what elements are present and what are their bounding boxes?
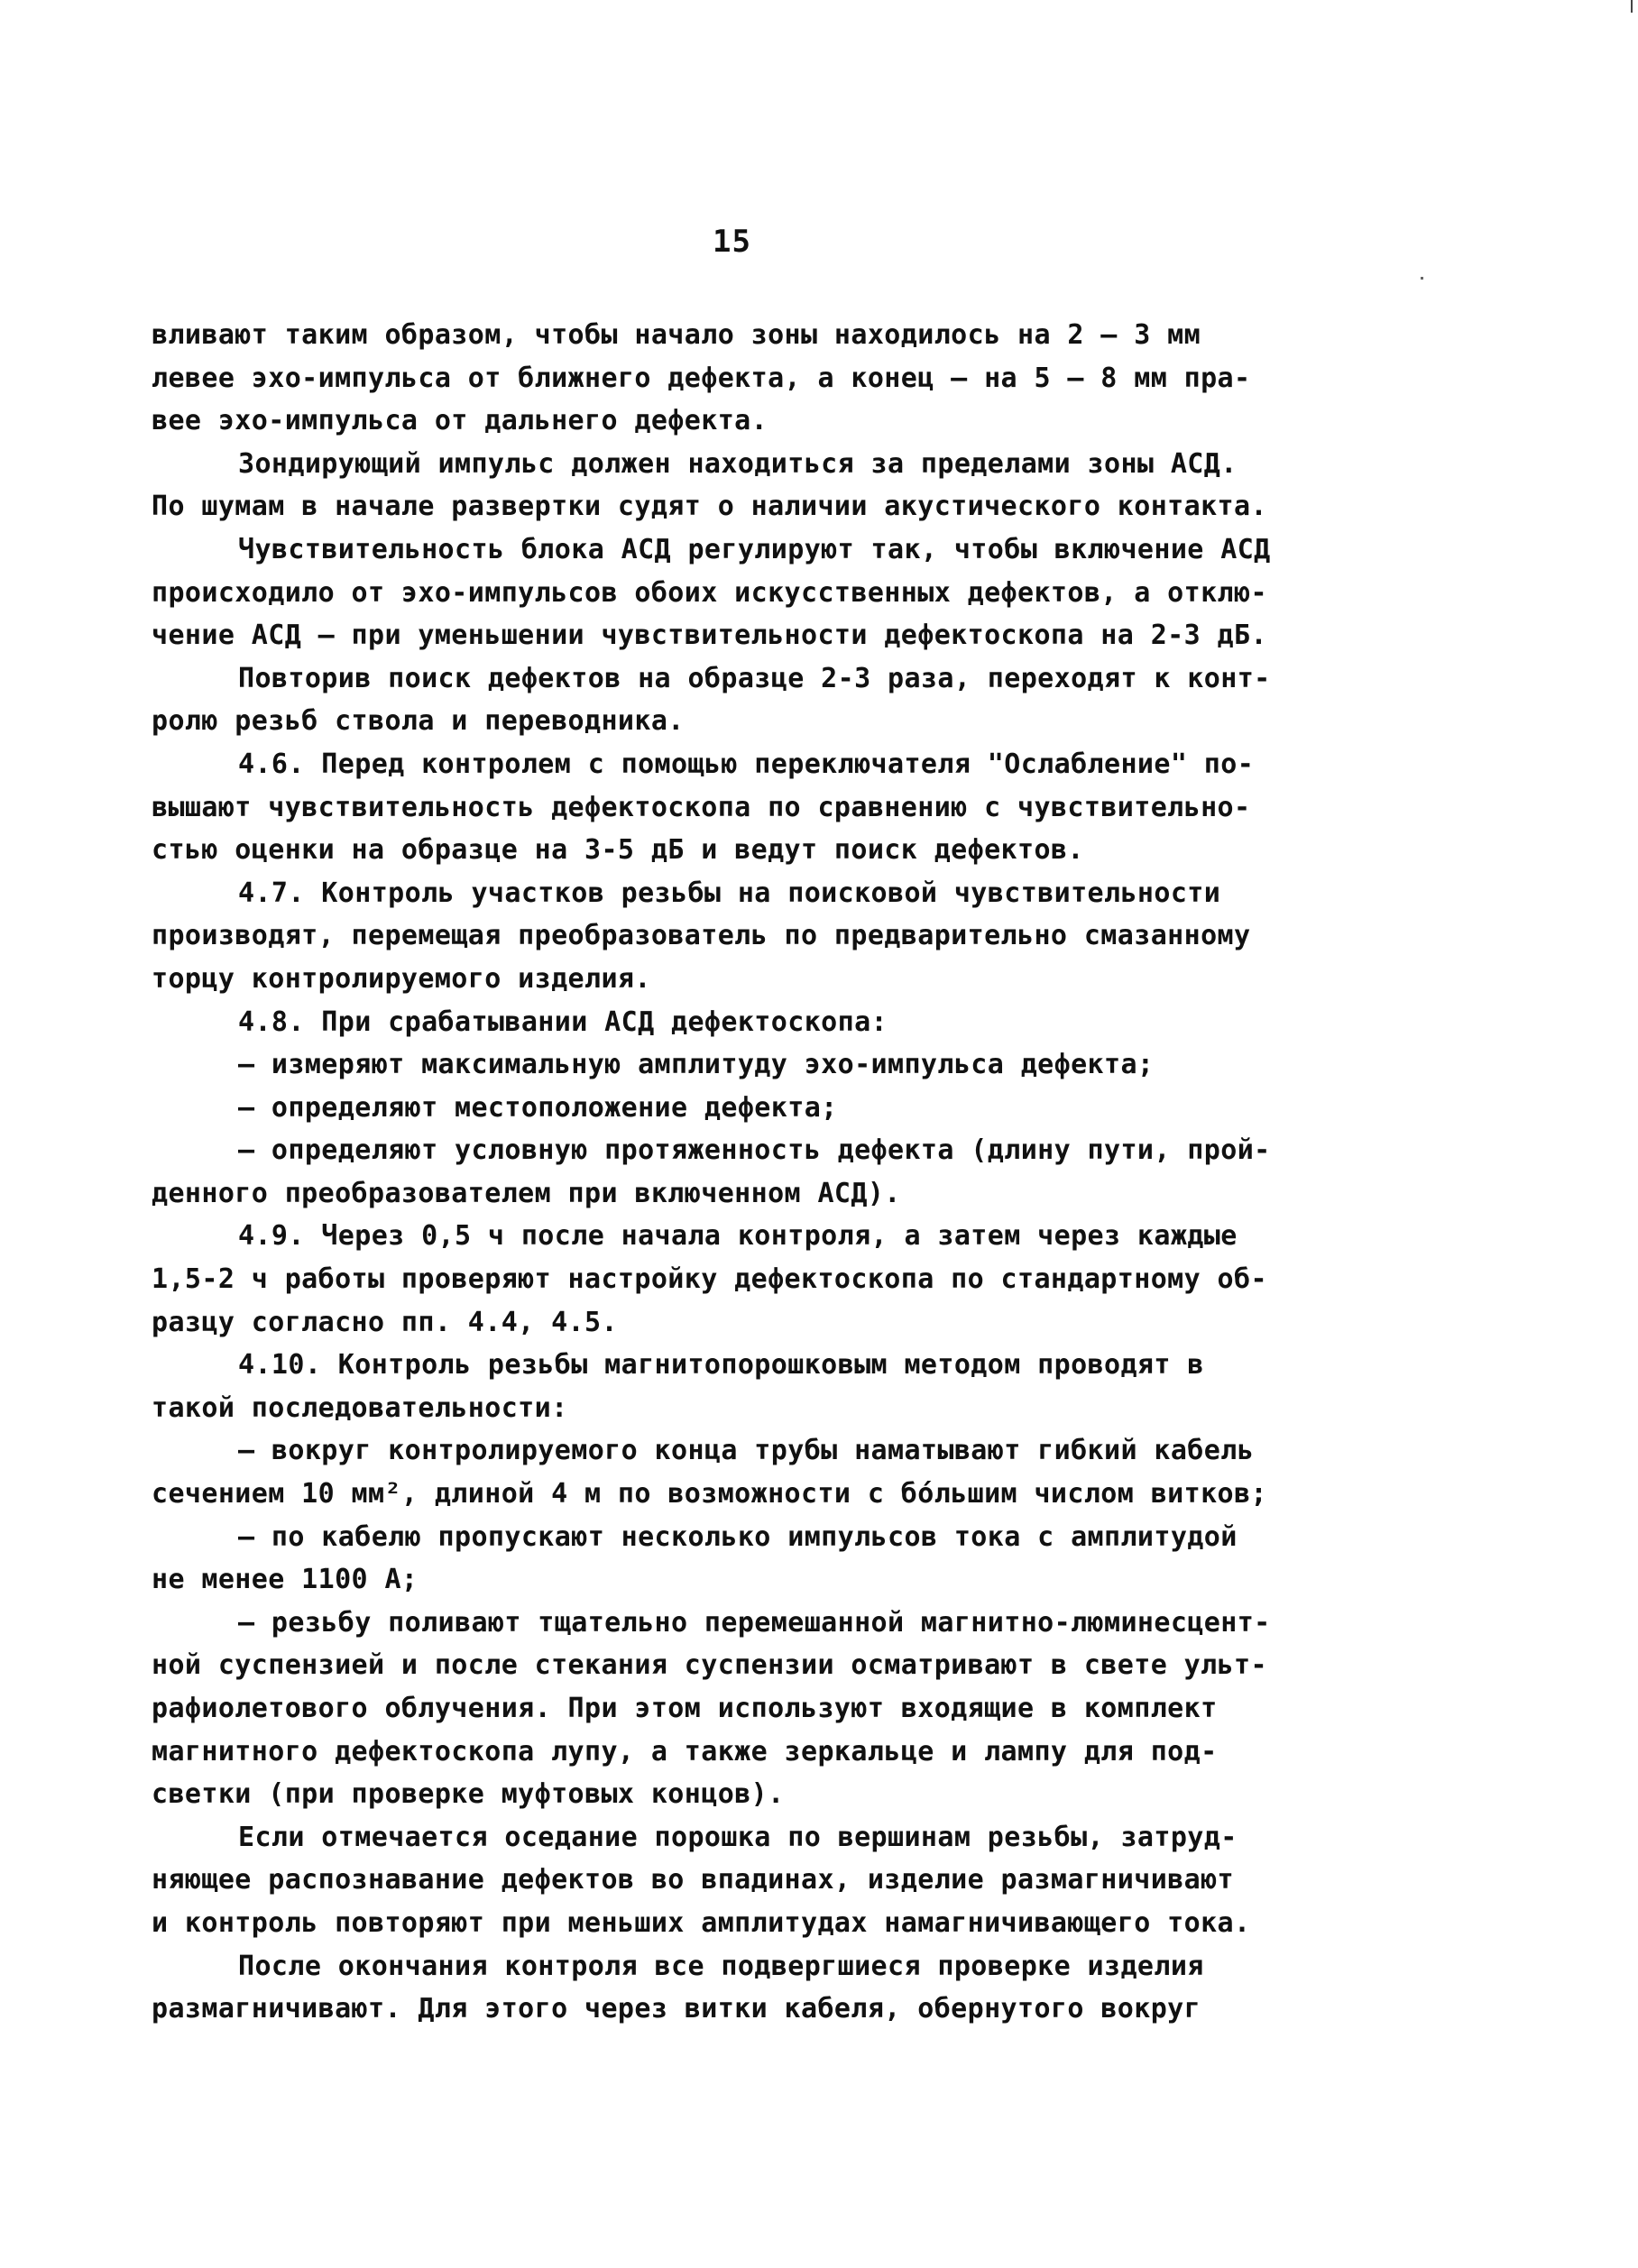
- text-line: размагничивают. Для этого через витки кабеля, обернутого вокруг: [152, 1993, 1201, 2025]
- text-line: сечением 10 мм², длиной 4 м по возможности с бо́льшим числом витков;: [152, 1478, 1267, 1510]
- text-line: 4.7. Контроль участков резьбы на поисковой чувствительности: [238, 877, 1221, 909]
- text-line: – определяют местоположение дефекта;: [238, 1091, 838, 1124]
- text-line: 4.9. Через 0,5 ч после начала контроля, а затем через каждые: [238, 1220, 1238, 1253]
- text-line: вышают чувствительность дефектоскопа по сравнению с чувствительно-: [152, 791, 1251, 823]
- text-line: – измеряют максимальную амплитуду эхо-импульса дефекта;: [238, 1049, 1155, 1081]
- text-line: левее эхо-импульса от ближнего дефекта, а конец – на 5 – 8 мм пра-: [152, 362, 1251, 394]
- text-line: – определяют условную протяженность дефекта (длину пути, прой-: [238, 1134, 1271, 1167]
- text-line: светки (при проверке муфтовых концов).: [152, 1778, 785, 1811]
- text-line: 4.8. При срабатывании АСД дефектоскопа:: [238, 1005, 888, 1038]
- text-line: няющее распознавание дефектов во впадинах, изделие размагничивают: [152, 1864, 1234, 1896]
- text-line: и контроль повторяют при меньших амплитудах намагничивающего тока.: [152, 1906, 1251, 1939]
- text-line: – резьбу поливают тщательно перемешанной магнитно-люминесцент-: [238, 1606, 1271, 1639]
- text-line: торцу контролируемого изделия.: [152, 962, 651, 995]
- text-line: вливают таким образом, чтобы начало зоны находилось на 2 – 3 мм: [152, 319, 1201, 351]
- scan-edge-mark: [1631, 0, 1633, 13]
- text-line: Если отмечается оседание порошка по вершинам резьбы, затруд-: [238, 1821, 1238, 1853]
- text-line: разцу согласно пп. 4.4, 4.5.: [152, 1306, 618, 1338]
- text-line: 4.10. Контроль резьбы магнитопорошковым методом проводят в: [238, 1349, 1204, 1382]
- text-line: не менее 1100 А;: [152, 1564, 419, 1596]
- text-line: происходило от эхо-импульсов обоих искусственных дефектов, а отклю-: [152, 576, 1267, 609]
- text-line: денного преобразователем при включенном АСД).: [152, 1177, 901, 1209]
- text-line: – вокруг контролируемого конца трубы наматывают гибкий кабель: [238, 1435, 1255, 1467]
- text-line: вее эхо-импульса от дальнего дефекта.: [152, 405, 768, 437]
- text-line: ролю резьб ствола и переводника.: [152, 705, 685, 738]
- text-line: стью оценки на образце на 3-5 дБ и ведут поиск дефектов.: [152, 834, 1084, 867]
- text-line: ной суспензией и после стекания суспензии осматривают в свете ульт-: [152, 1649, 1267, 1682]
- text-line: магнитного дефектоскопа лупу, а также зеркальце и лампу для под-: [152, 1735, 1218, 1768]
- text-line: рафиолетового облучения. При этом используют входящие в комплект: [152, 1693, 1218, 1724]
- page-number: 15: [713, 224, 751, 260]
- text-line: такой последовательности:: [152, 1391, 568, 1424]
- text-line: Зондирующий импульс должен находиться за пределами зоны АСД.: [238, 447, 1238, 480]
- text-line: После окончания контроля все подвергшиеся проверке изделия: [238, 1950, 1204, 1982]
- body-text: [152, 314, 1351, 2031]
- text-line: производят, перемещая преобразователь по предварительно смазанному: [152, 920, 1251, 952]
- text-line: Повторив поиск дефектов на образце 2-3 раза, переходят к конт-: [238, 662, 1271, 694]
- text-line: – по кабелю пропускают несколько импульсов тока с амплитудой: [238, 1520, 1238, 1553]
- scan-speck: [1421, 277, 1423, 280]
- text-line: 4.6. Перед контролем с помощью переключателя "Ослабление" по-: [238, 748, 1255, 780]
- text-line: Чувствительность блока АСД регулируют так, чтобы включение АСД: [238, 533, 1271, 565]
- text-line: чение АСД – при уменьшении чувствительности дефектоскопа на 2-3 дБ.: [152, 620, 1267, 652]
- text-line: 1,5-2 ч работы проверяют настройку дефектоскопа по стандартному об-: [152, 1263, 1267, 1296]
- text-line: По шумам в начале развертки судят о наличии акустического контакта.: [152, 491, 1267, 523]
